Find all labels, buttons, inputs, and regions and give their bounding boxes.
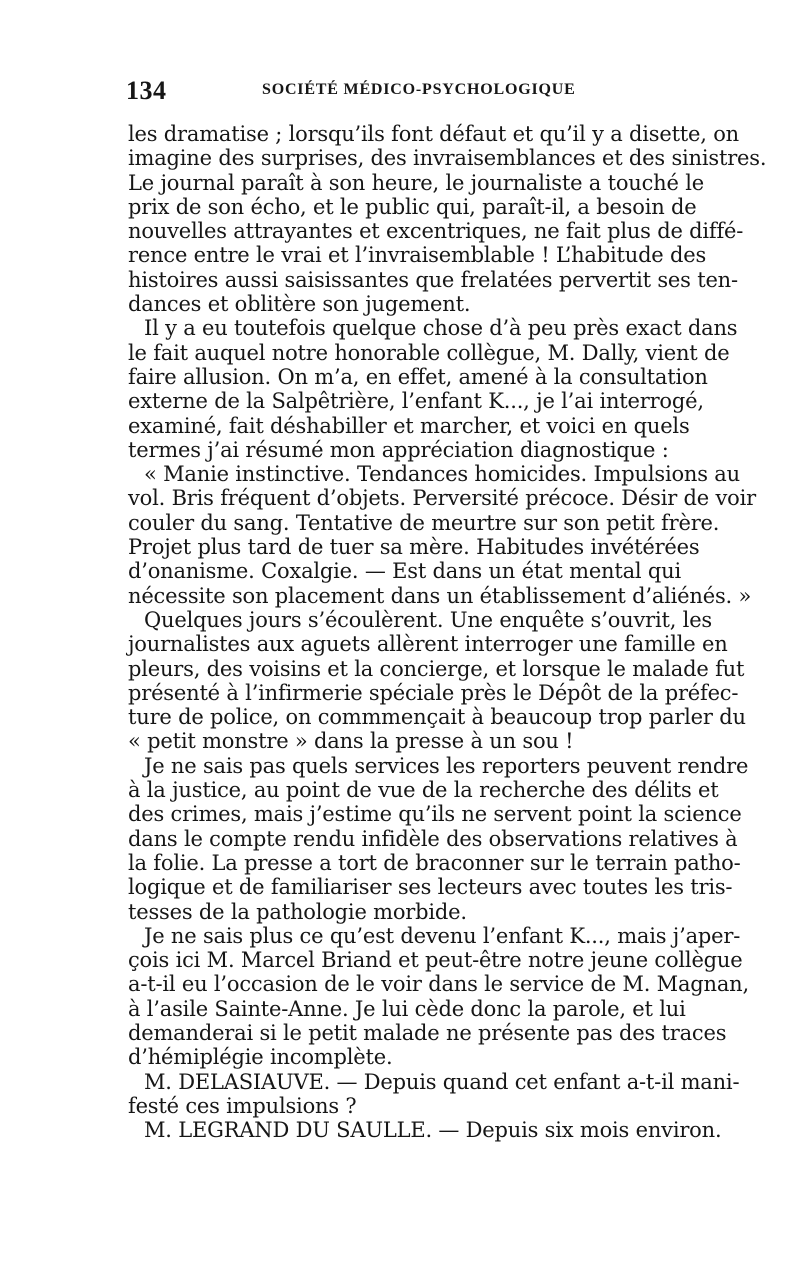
text-line: vol. Bris fréquent d’objets. Perversité précoce. Désir de voir <box>128 486 756 511</box>
text-line: Le journal paraît à son heure, le journaliste a touché le <box>128 170 704 195</box>
text-line: tesses de la pathologie morbide. <box>128 899 467 924</box>
text-line: d’hémiplégie incomplète. <box>128 1045 393 1070</box>
text-line: présenté à l’infirmerie spéciale près le Dépôt de la préfec- <box>128 680 739 705</box>
text-line: faire allusion. On m’a, en effet, amené à la consultation <box>128 364 708 389</box>
text-line: nécessite son placement dans un établissement d’aliénés. » <box>128 583 752 608</box>
text-line: M. DELASIAUVE. — Depuis quand cet enfant a-t-il mani- <box>144 1069 740 1094</box>
text-line: la folie. La presse a tort de braconner sur le terrain patho- <box>128 850 741 875</box>
text-line: d’onanisme. Coxalgie. — Est dans un état mental qui <box>128 559 682 584</box>
text-line: dans le compte rendu infidèle des observations relatives à <box>128 826 738 851</box>
text-line: prix de son écho, et le public qui, paraît-il, a besoin de <box>128 194 697 219</box>
text-line: ture de police, on commmençait à beaucoup trop parler du <box>128 705 746 730</box>
text-line: pleurs, des voisins et la concierge, et lorsque le malade fut <box>128 656 745 681</box>
text-line: Je ne sais pas quels services les reporters peuvent rendre <box>144 753 749 778</box>
running-head: SOCIÉTÉ MÉDICO-PSYCHOLOGIQUE <box>262 81 576 98</box>
page-number: 134 <box>126 76 167 105</box>
text-line: le fait auquel notre honorable collègue, M. Dally, vient de <box>128 340 730 365</box>
text-line: des crimes, mais j’estime qu’ils ne servent point la science <box>128 802 742 827</box>
text-line: çois ici M. Marcel Briand et peut-être notre jeune collègue <box>128 948 743 973</box>
text-line: journalistes aux aguets allèrent interroger une famille en <box>128 632 728 657</box>
text-line: termes j’ai résumé mon appréciation diagnostique : <box>128 437 669 462</box>
text-line: « petit monstre » dans la presse à un sou ! <box>128 729 574 754</box>
text-line: rence entre le vrai et l’invraisemblable ! L’habitude des <box>128 243 707 268</box>
text-line: imagine des surprises, des invraisemblances et des sinistres. <box>128 146 767 171</box>
text-line: dances et oblitère son jugement. <box>128 292 471 317</box>
body-text <box>128 122 767 1143</box>
text-line: demanderai si le petit malade ne présente pas des traces <box>128 1020 727 1045</box>
text-line: nouvelles attrayantes et excentriques, ne fait plus de diffé- <box>128 219 744 244</box>
text-line: M. LEGRAND DU SAULLE. — Depuis six mois environ. <box>144 1118 722 1143</box>
text-line: examiné, fait déshabiller et marcher, et voici en quels <box>128 413 690 438</box>
text-line: externe de la Salpêtrière, l’enfant K..., je l’ai interrogé, <box>128 389 704 414</box>
text-line: Quelques jours s’écoulèrent. Une enquête s’ouvrit, les <box>144 607 713 632</box>
text-line: à la justice, au point de vue de la recherche des délits et <box>128 778 719 803</box>
text-line: à l’asile Sainte-Anne. Je lui cède donc la parole, et lui <box>128 996 686 1021</box>
text-line: les dramatise ; lorsqu’ils font défaut et qu’il y a disette, on <box>128 122 739 146</box>
page-header <box>126 76 672 112</box>
text-line: Il y a eu toutefois quelque chose d’à peu près exact dans <box>144 316 738 341</box>
text-line: histoires aussi saisissantes que frelatées pervertit ses ten- <box>128 267 738 292</box>
text-line: couler du sang. Tentative de meurtre sur son petit frère. <box>128 510 720 535</box>
text-line: Je ne sais plus ce qu’est devenu l’enfant K..., mais j’aper- <box>144 923 741 948</box>
text-line: Projet plus tard de tuer sa mère. Habitudes invétérées <box>128 535 700 560</box>
text-line: « Manie instinctive. Tendances homicides. Impulsions au <box>144 462 740 487</box>
text-line: a-t-il eu l’occasion de le voir dans le service de M. Magnan, <box>128 972 749 997</box>
text-line: logique et de familiariser ses lecteurs avec toutes les tris- <box>128 875 733 900</box>
text-line: festé ces impulsions ? <box>128 1093 357 1118</box>
